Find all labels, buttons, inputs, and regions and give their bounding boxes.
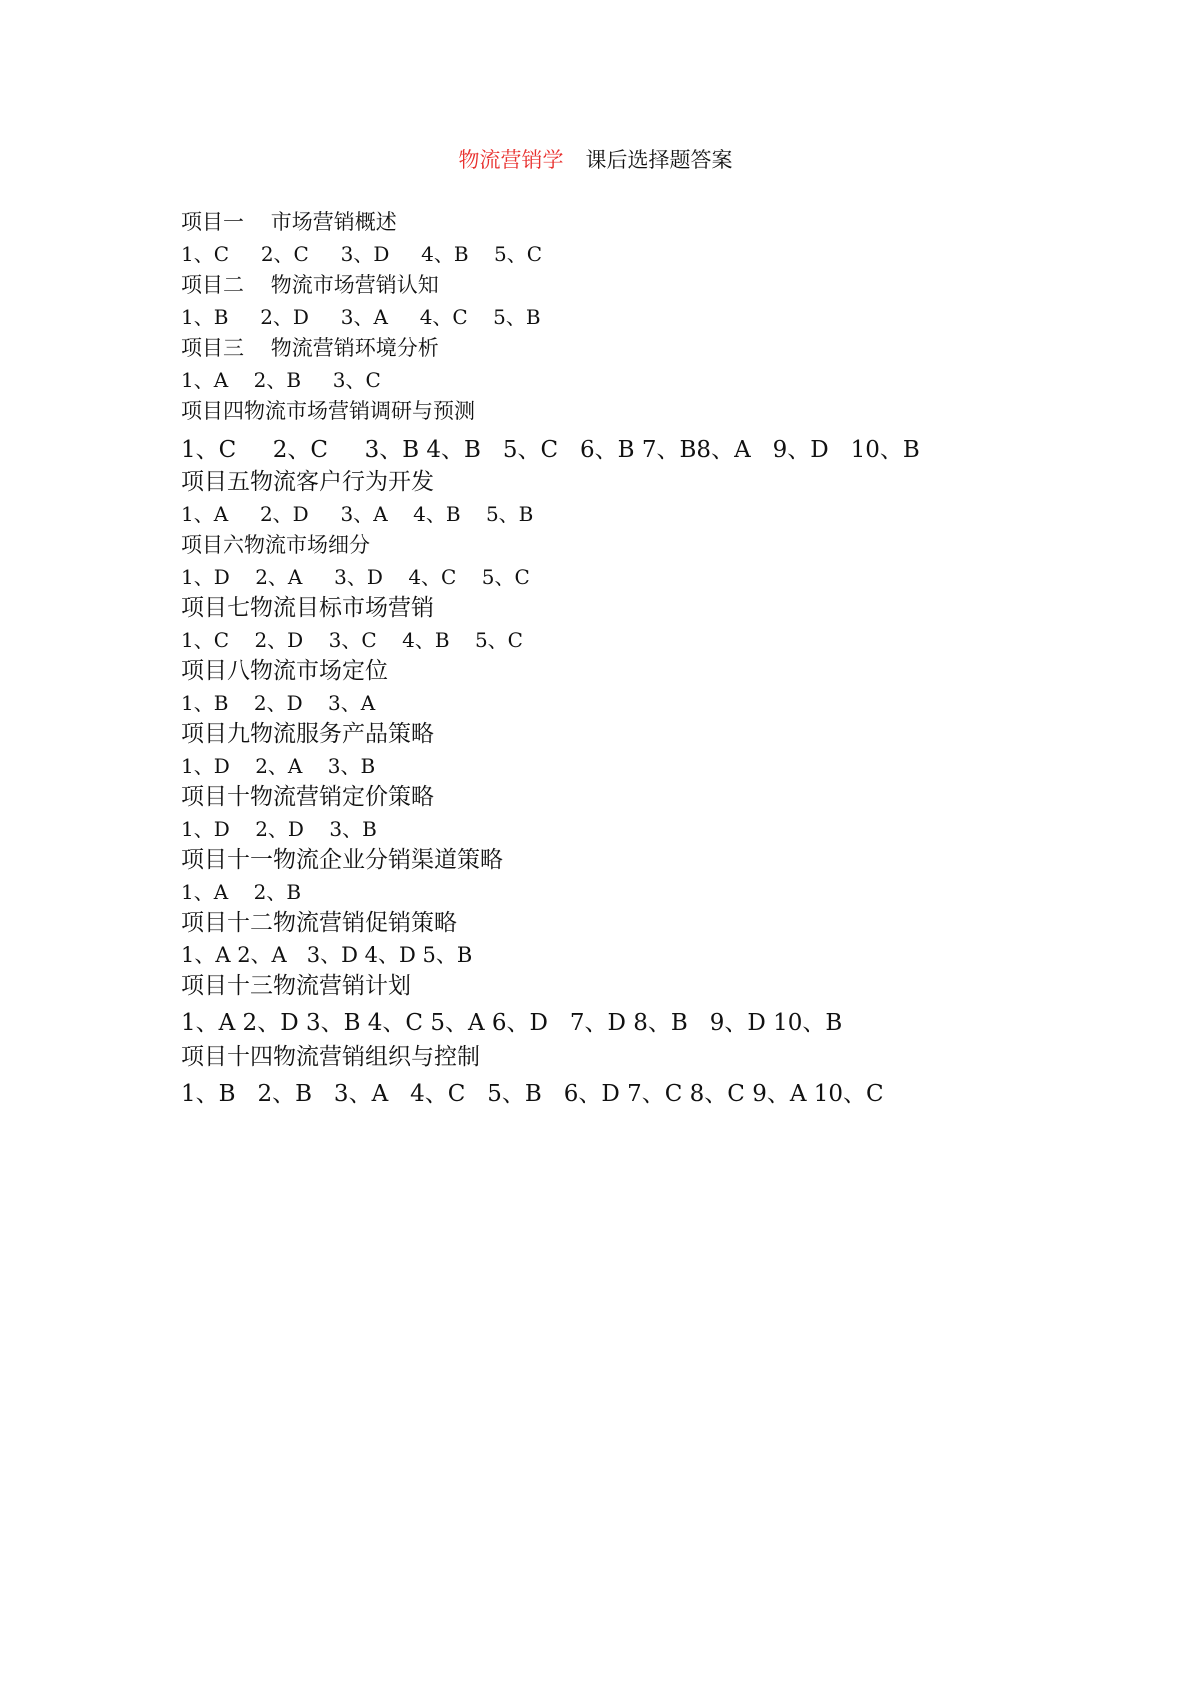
section-answers: 1、C 2、C 3、B 4、B 5、C 6、B 7、B8、A 9、D 10、B bbox=[181, 437, 920, 463]
section-answers: 1、C 2、C 3、D 4、B 5、C bbox=[181, 242, 543, 266]
section-answers: 1、A 2、D 3、B 4、C 5、A 6、D 7、D 8、B 9、D 10、B bbox=[181, 1010, 843, 1036]
section-heading: 项目八物流市场定位 bbox=[181, 658, 388, 684]
section-answers: 1、A 2、A 3、D 4、D 5、B bbox=[181, 943, 473, 967]
section-heading: 项目七物流目标市场营销 bbox=[181, 595, 434, 621]
section-heading: 项目十一物流企业分销渠道策略 bbox=[181, 847, 503, 873]
section-answers: 1、B 2、D 3、A 4、C 5、B bbox=[181, 305, 541, 329]
section-heading: 项目十三物流营销计划 bbox=[181, 973, 411, 999]
section-heading: 项目十二物流营销促销策略 bbox=[181, 910, 457, 936]
page-title bbox=[0, 146, 1191, 174]
section-heading: 项目九物流服务产品策略 bbox=[181, 721, 434, 747]
section-answers: 1、D 2、D 3、B bbox=[181, 817, 377, 841]
section-answers: 1、D 2、A 3、D 4、C 5、C bbox=[181, 565, 530, 589]
section-answers: 1、D 2、A 3、B bbox=[181, 754, 376, 778]
section-answers: 1、A 2、D 3、A 4、B 5、B bbox=[181, 502, 534, 526]
section-heading: 项目十四物流营销组织与控制 bbox=[181, 1044, 480, 1070]
title-course-name: 物流营销学 bbox=[458, 148, 564, 172]
section-answers: 1、A 2、B 3、C bbox=[181, 368, 381, 392]
section-answers: 1、A 2、B bbox=[181, 880, 302, 904]
section-heading: 项目三 物流营销环境分析 bbox=[181, 336, 439, 360]
section-answers: 1、B 2、D 3、A bbox=[181, 691, 376, 715]
section-answers: 1、B 2、B 3、A 4、C 5、B 6、D 7、C 8、C 9、A 10、C bbox=[181, 1081, 884, 1107]
section-heading: 项目十物流营销定价策略 bbox=[181, 784, 434, 810]
section-answers: 1、C 2、D 3、C 4、B 5、C bbox=[181, 628, 523, 652]
section-heading: 项目一 市场营销概述 bbox=[181, 210, 397, 234]
title-subtitle: 课后选择题答案 bbox=[585, 148, 733, 172]
section-heading: 项目六物流市场细分 bbox=[181, 533, 370, 557]
section-heading: 项目二 物流市场营销认知 bbox=[181, 273, 439, 297]
section-heading: 项目五物流客户行为开发 bbox=[181, 469, 434, 495]
section-heading: 项目四物流市场营销调研与预测 bbox=[181, 399, 475, 423]
